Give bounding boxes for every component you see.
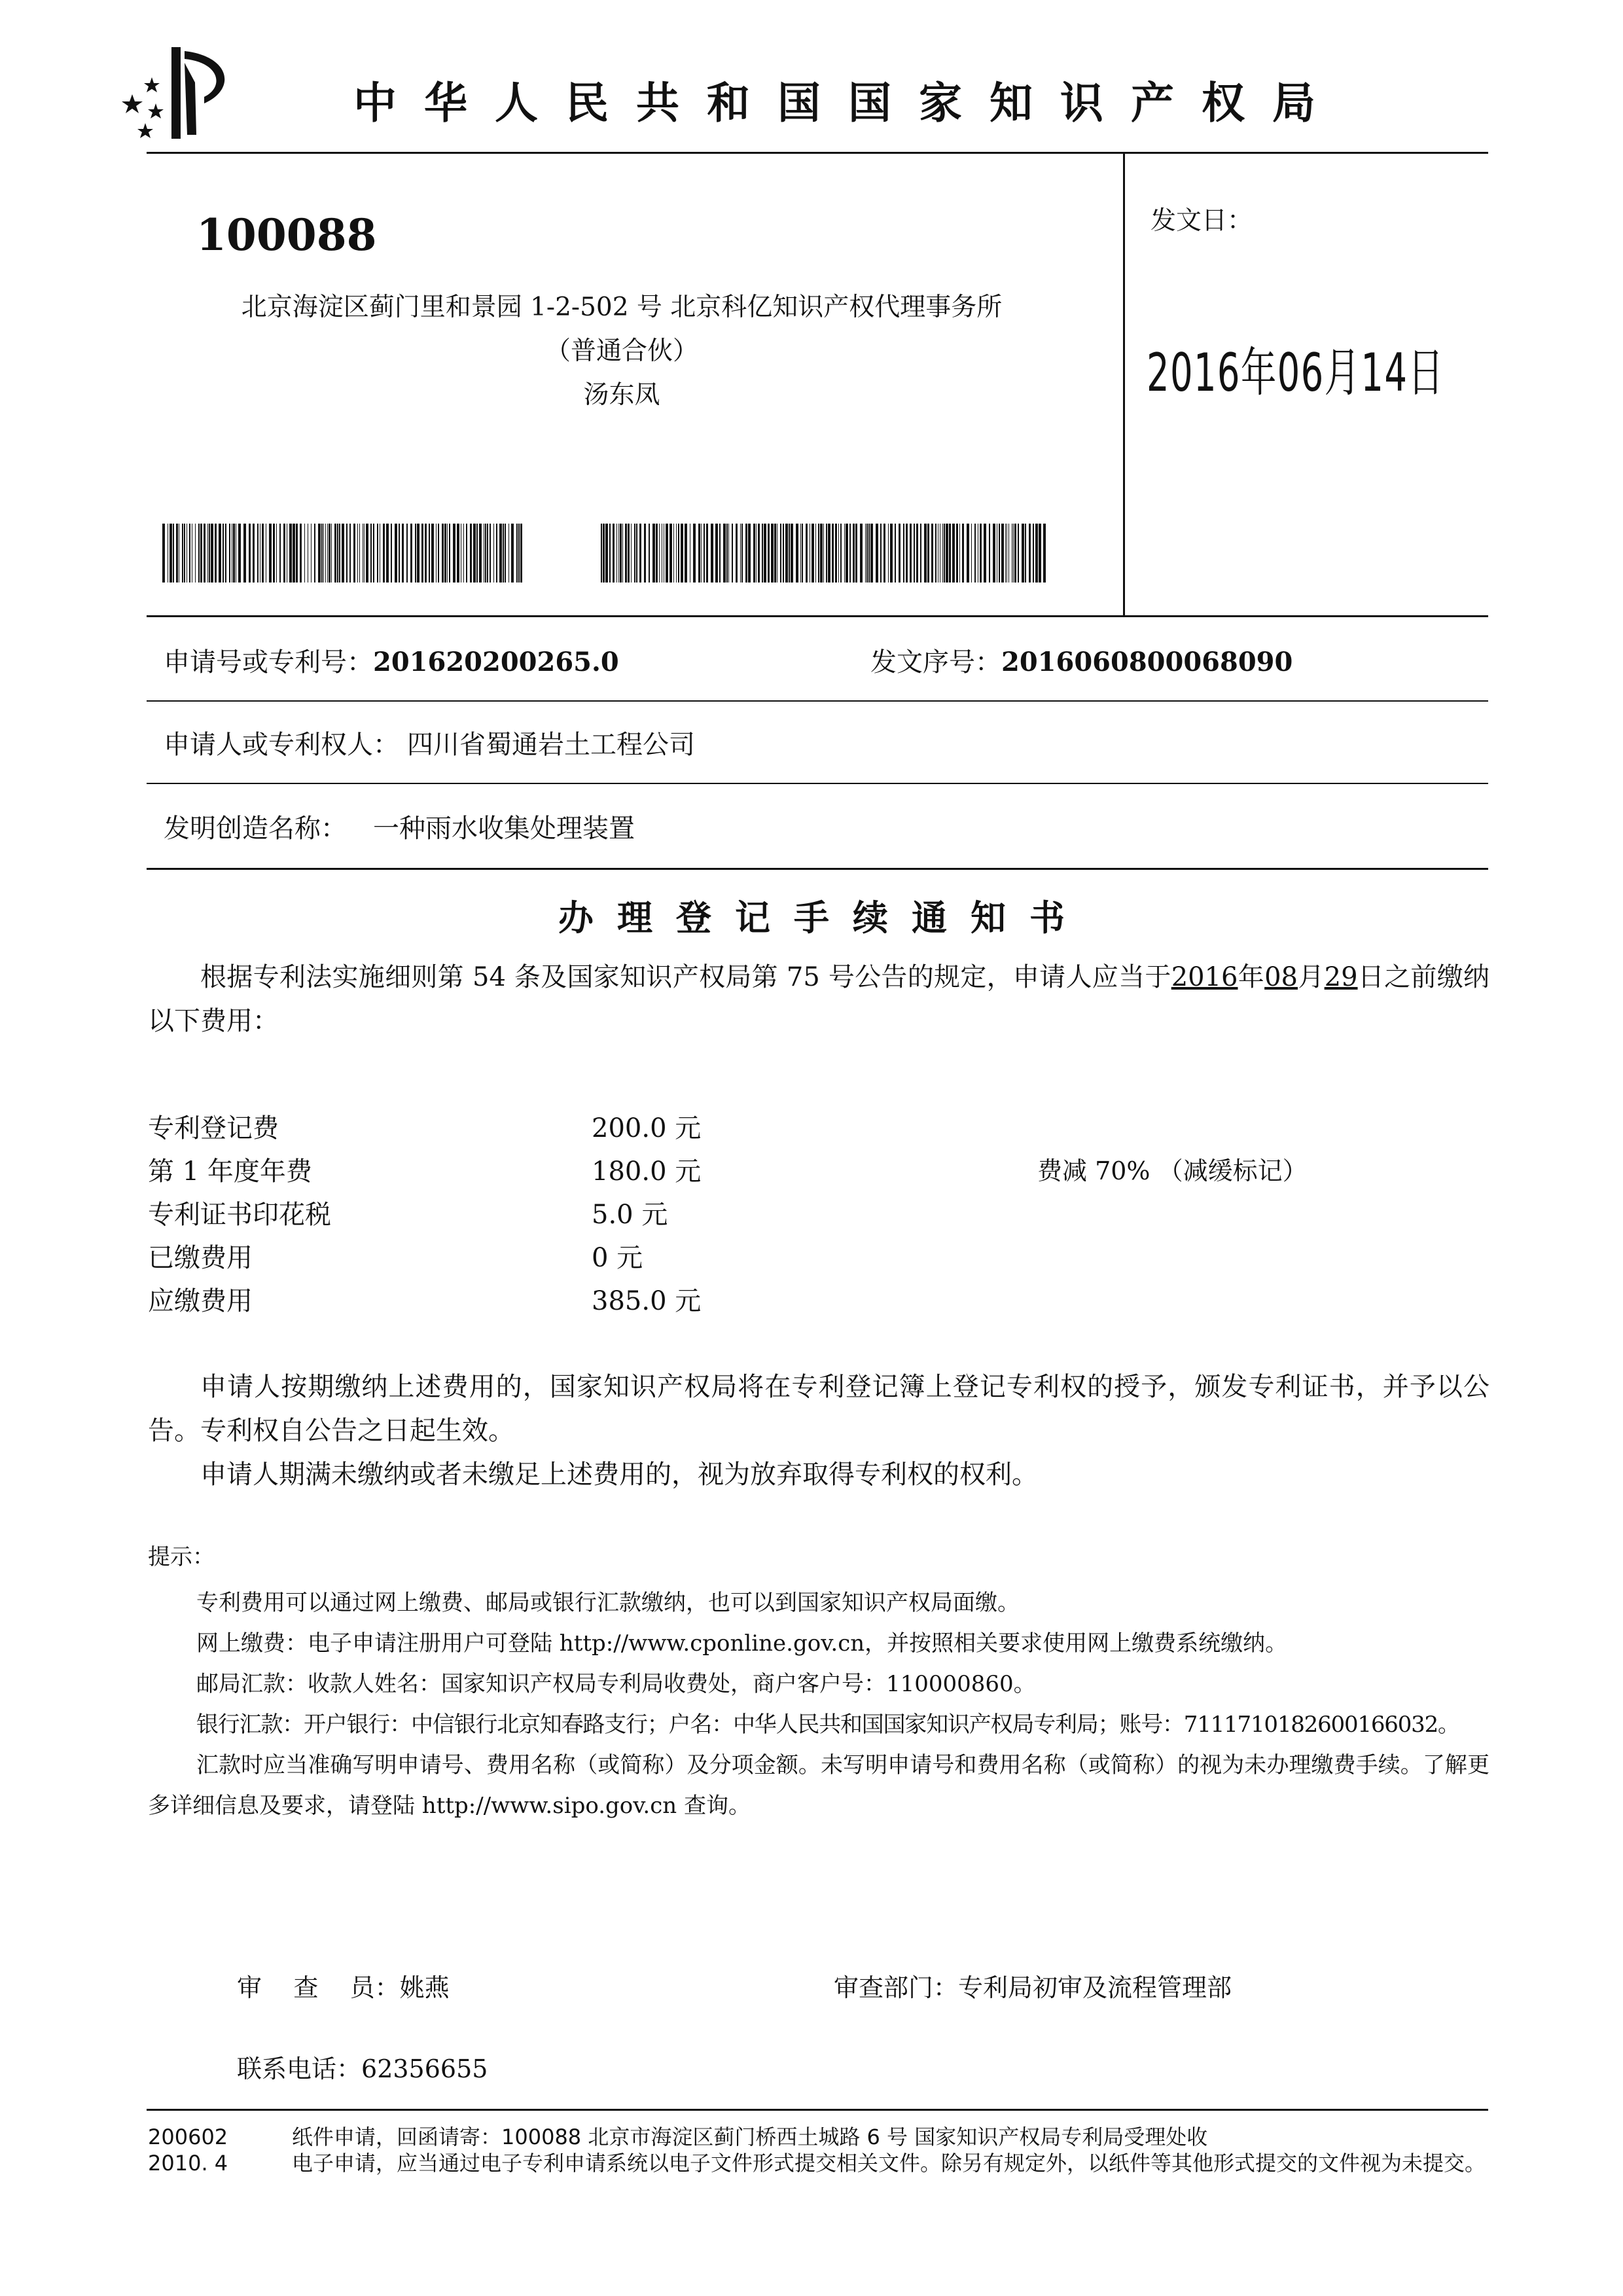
issue-date-label: 发文日： [1150, 206, 1253, 236]
app-no-label: 申请号或专利号： [164, 647, 373, 677]
recipient-name: 汤东凤 [583, 380, 660, 410]
fee-amount: 180.0 元 [592, 1157, 702, 1187]
footer-rule [147, 2109, 1488, 2111]
year-char: 年 [1238, 962, 1265, 992]
block-rule [147, 615, 1488, 617]
fee-amount: 385.0 元 [592, 1286, 702, 1316]
applicant-value: 四川省蜀通岩土工程公司 [407, 730, 695, 760]
applicant-field [164, 724, 695, 761]
fee-name: 专利证书印花税 [148, 1200, 331, 1230]
tip-item: 汇款时应当准确写明申请号、费用名称（或简称）及分项金额。未写明申请号和费用名称（或简称）的视为未办理缴费手续。了解更多详细信息及要求，请登陆 http://www.sipo.gov.cn 查询。 [148, 1752, 1489, 1819]
form-code: 200602 [148, 2125, 228, 2149]
barcode-left [162, 524, 524, 583]
intro-paragraph [148, 956, 1489, 1043]
date-divider [1123, 152, 1125, 617]
sipo-logo [119, 43, 243, 141]
applicant-label: 申请人或专利权人： [164, 730, 399, 760]
notice-title: 办理登记手续通知书 [558, 897, 1088, 939]
deadline-day: 29 [1324, 962, 1358, 992]
dept-label: 审查部门： [834, 1973, 959, 2002]
serial-field [870, 641, 1293, 679]
fee-name: 已缴费用 [148, 1243, 253, 1273]
fee-amount: 5.0 元 [592, 1200, 668, 1230]
org-title: 中华人民共和国国家知识产权局 [353, 78, 1343, 128]
fee-name: 应缴费用 [148, 1286, 253, 1316]
dept-field [834, 1967, 1232, 2003]
grant-paragraph: 申请人按期缴纳上述费用的，国家知识产权局将在专利登记簿上登记专利权的授予，颁发专利证书，并予以公告。专利权自公告之日起生效。 [148, 1372, 1489, 1446]
issue-date-value: 2016年06月14日 [1147, 342, 1445, 403]
deadline-month: 08 [1264, 962, 1298, 992]
serial-label: 发文序号： [870, 647, 1001, 677]
invention-value: 一种雨水收集处理装置 [373, 814, 635, 844]
footer-electronic-note: 电子申请，应当通过电子专利申请系统以电子文件形式提交相关文件。除另有规定外，以纸件等其他形式提交的文件视为未提交。 [292, 2151, 1486, 2176]
fee-amount: 200.0 元 [592, 1113, 702, 1143]
tip-item: 银行汇款：开户银行：中信银行北京知春路支行；户名：中华人民共和国国家知识产权局专利局；账号：7111710182600166032。 [196, 1712, 1459, 1738]
row-rule [147, 783, 1488, 784]
fee-name: 专利登记费 [148, 1113, 279, 1143]
fee-name: 第 1 年度年费 [148, 1157, 312, 1187]
barcode-right [601, 524, 1046, 583]
month-char: 月 [1298, 962, 1325, 992]
phone-label: 联系电话： [237, 2054, 362, 2083]
tip-item: 专利费用可以通过网上缴费、邮局或银行汇款缴纳，也可以到国家知识产权局面缴。 [196, 1590, 1020, 1616]
postcode: 100088 [196, 209, 377, 260]
app-no-field [164, 641, 619, 679]
invention-label: 发明创造名称： [164, 814, 347, 844]
recipient-address: 北京海淀区蓟门里和景园 1-2-502 号 北京科亿知识产权代理事务所 [241, 293, 1003, 322]
tips-heading: 提示： [148, 1544, 215, 1570]
app-no-value: 201620200265.0 [373, 647, 619, 677]
phone-field [237, 2049, 488, 2085]
row-rule [147, 700, 1488, 702]
row-rule [147, 868, 1488, 870]
tip-item: 邮局汇款：收款人姓名：国家知识产权局专利局收费处，商户客户号：110000860。 [196, 1671, 1036, 1697]
intro-text-end: 日之前缴纳以下费用： [148, 962, 1490, 1036]
fee-reduction-note: 费减 70% （减缓标记） [1037, 1157, 1308, 1185]
examiner-field [237, 1967, 450, 2003]
examiner-label: 审 查 员： [237, 1973, 400, 2002]
invention-field [164, 808, 635, 845]
tip-item: 网上缴费：电子申请注册用户可登陆 http://www.cponline.gov.cn，并按照相关要求使用网上缴费系统缴纳。 [196, 1630, 1288, 1657]
intro-text: 根据专利法实施细则第 54 条及国家知识产权局第 75 号公告的规定，申请人应当于 [200, 962, 1171, 992]
form-version: 2010. 4 [148, 2151, 228, 2176]
phone-value: 62356655 [361, 2054, 488, 2083]
header-rule [147, 152, 1488, 154]
dept-name: 专利局初审及流程管理部 [958, 1973, 1232, 2002]
examiner-name: 姚燕 [399, 1973, 450, 2002]
deadline-year: 2016 [1171, 962, 1238, 992]
recipient-address-line2: （普通合伙） [544, 336, 698, 366]
waiver-paragraph: 申请人期满未缴纳或者未缴足上述费用的，视为放弃取得专利权的权利。 [200, 1460, 1038, 1490]
serial-value: 2016060800068090 [1001, 647, 1293, 677]
fee-amount: 0 元 [592, 1243, 643, 1273]
footer-mail-note: 纸件申请，回函请寄：100088 北京市海淀区蓟门桥西土城路 6 号 国家知识产权局专利局受理处收 [292, 2125, 1208, 2149]
